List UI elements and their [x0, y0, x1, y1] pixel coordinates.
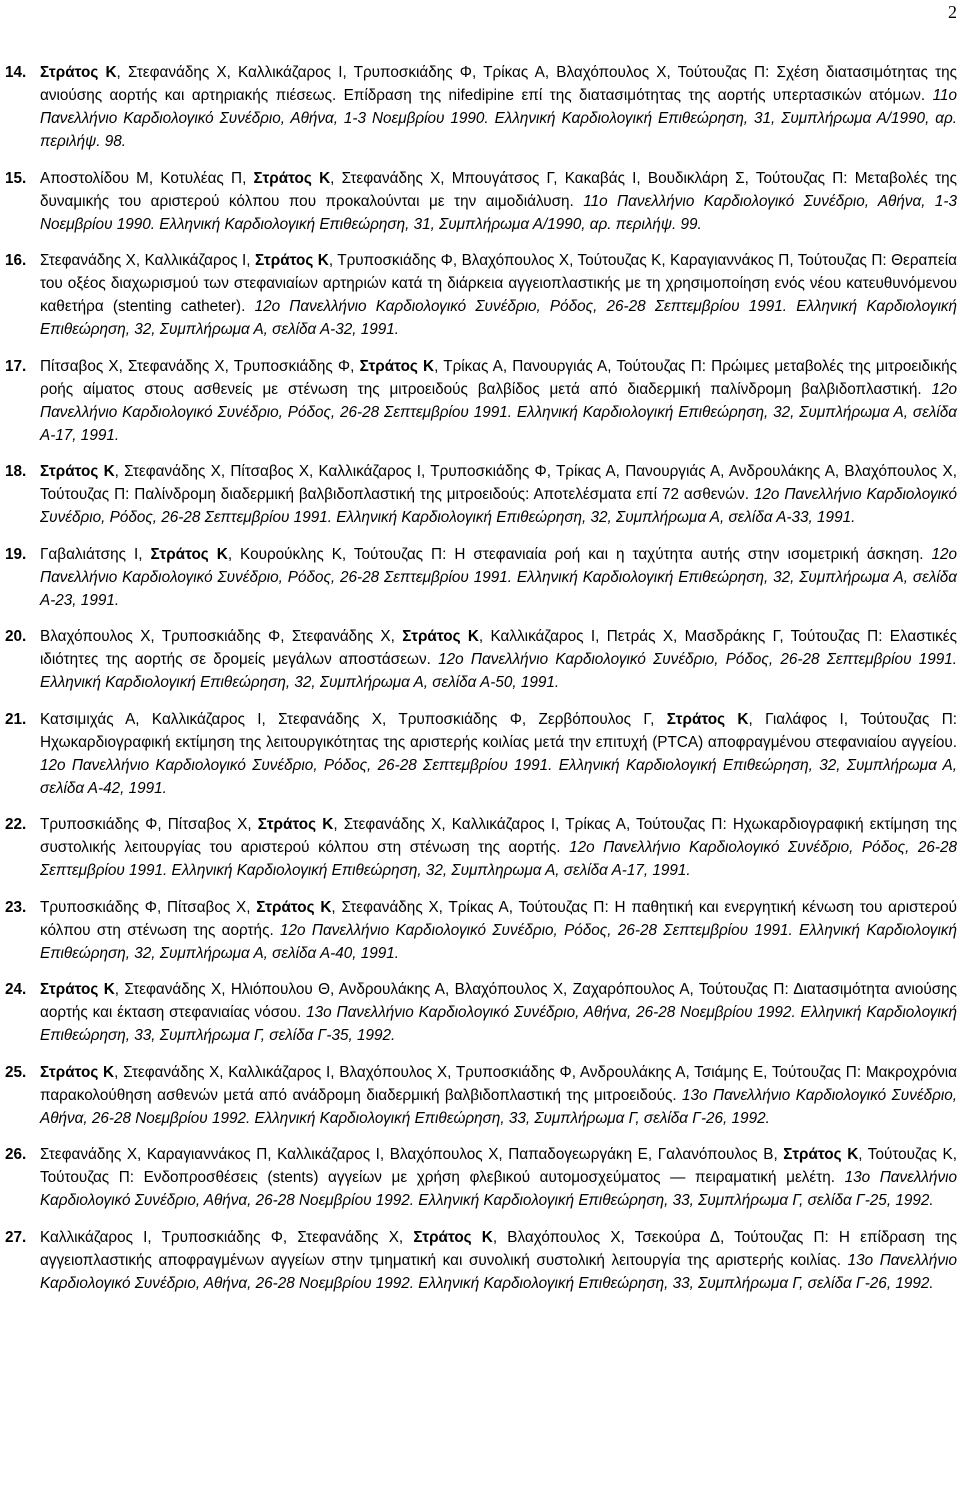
reference-item — [5, 355, 957, 447]
reference-item — [5, 167, 957, 236]
reference-highlighted-author: Στράτος Κ — [413, 1228, 493, 1246]
reference-highlighted-author: Στράτος Κ — [359, 357, 435, 375]
reference-authors-before: Στεφανάδης Χ, Καραγιαννάκος Π, Καλλικάζαρος Ι, Βλαχόπουλος Χ, Παπαδογεωργάκη Ε, Γαλανόπουλος Β, — [40, 1146, 784, 1163]
reference-source: 13ο Πανελλήνιο Καρδιολογικό Συνέδριο, Αθήνα, 26-28 Νοεμβρίου 1992. Ελληνική Καρδιολογική Επιθεώρηση, 33, Συμπλήρωμα Γ, σελίδα Γ-25, 1992. — [40, 1169, 958, 1209]
reference-source: 13ο Πανελλήνιο Καρδιολογικό Συνέδριο, Αθήνα, 26-28 Νοεμβρίου 1992. Ελληνική Καρδιολογική Επιθεώρηση, 33, Συμπλήρωμα Γ, σελίδα Γ-35, 1992. — [40, 1004, 957, 1044]
reference-authors-title: , Στεφανάδης Χ, Τρίκας Α, Τούτουζας Π: Η παθητική και ενεργητική κένωση του αριστερού κόλπου στη στένωση της αορτής. — [40, 898, 958, 939]
reference-source: 13ο Πανελλήνιο Καρδιολογικό Συνέδριο, Αθήνα, 26-28 Νοεμβρίου 1992. Ελληνική Καρδιολογική Επιθεώρηση, 33, Συμπλήρωμα Γ, σελίδα Γ-26, 1992. — [40, 1251, 957, 1292]
reference-source: 12ο Πανελλήνιο Καρδιολογικό Συνέδριο, Ρόδος, 26-28 Σεπτεμβρίου 1991. Ελληνική Καρδιολογική Επιθεώρηση, 32, Συμπλήρωμα Α, σελίδα Α-32, 1991. — [40, 298, 957, 338]
reference-text — [40, 249, 957, 341]
reference-text — [40, 813, 957, 882]
reference-authors-title: , Στεφανάδης Χ, Πίτσαβος Χ, Καλλικάζαρος Ι, Τρυποσκιάδης Φ, Τρίκας Α, Πανουργιάς Α, Ανδρουλάκης Α, Βλαχόπουλος Χ, Τούτουζας Π: Παλίνδρομη διαδερμική βαλβιδοπλαστική της μιτροειδούς: Αποτελέσματα επί 72 ασθενών. — [40, 463, 958, 503]
reference-highlighted-author: Στράτος Κ — [257, 816, 334, 833]
reference-authors-before: Τρυποσκιάδης Φ, Πίτσαβος Χ, — [40, 898, 257, 916]
reference-item — [5, 61, 957, 153]
reference-item — [5, 543, 957, 612]
reference-authors-before: Βλαχόπουλος Χ, Τρυποσκιάδης Φ, Στεφανάδης Χ, — [40, 628, 403, 645]
reference-number: 18. — [5, 463, 27, 480]
reference-authors-title: , Γιαλάφος Ι, Τούτουζας Π: Ηχωκαρδιογραφική εκτίμηση της λειτουργικότητας της αριστερής κοιλίας μετά την επιτυχή (PTCA) αποφραγμένου στεφανιαίου αγγείου. — [40, 710, 957, 751]
reference-authors-before: Αποστολίδου Μ, Κοτυλέας Π, — [40, 169, 254, 187]
reference-list — [5, 61, 957, 1308]
reference-highlighted-author: Στράτος Κ — [150, 545, 228, 563]
reference-highlighted-author: Στράτος Κ — [40, 64, 117, 81]
reference-authors-title: , Τρυποσκιάδης Φ, Βλαχόπουλος Χ, Τούτουζας Κ, Καραγιαννάκος Π, Τούτουζας Π: Θεραπεία του οξέος διαχωρισμού των στεφανιαίων αρτηριών κατά τη διάρκεια αγγειοπλαστικής με τη χρησιμοποίηση ενός νέου κατευθυνόμενου καθετήρα (stenting catheter). — [40, 252, 957, 315]
reference-item — [5, 978, 957, 1047]
reference-text — [40, 978, 957, 1047]
reference-authors-title: , Στεφανάδης Χ, Καλλικάζαρος Ι, Τρίκας Α, Τούτουζας Π: Ηχωκαρδιογραφική εκτίμηση της συστολικής λειτουργίας του αριστερού κόλπου στη στένωση της αορτής. — [40, 816, 957, 856]
reference-source: 11ο Πανελλήνιο Καρδιολογικό Συνέδριο, Αθήνα, 1-3 Νοεμβρίου 1990. Ελληνική Καρδιολογική Επιθεώρηση, 31, Συμπλήρωμα Α/1990, αρ. περιλήψ. 98. — [40, 87, 957, 150]
reference-authors-before: Πίτσαβος Χ, Στεφανάδης Χ, Τρυποσκιάδης Φ, — [40, 357, 360, 375]
reference-highlighted-author: Στράτος Κ — [402, 628, 479, 645]
reference-number: 22. — [5, 816, 27, 833]
reference-source: 12ο Πανελλήνιο Καρδιολογικό Συνέδριο, Ρόδος, 26-28 Σεπτεμβρίου 1991. Ελληνική Καρδιολογική Επιθεώρηση, 32, Συμπλήρωμα Α, σελίδα Α-33, 1991. — [40, 486, 957, 526]
reference-number: 21. — [5, 710, 27, 728]
reference-number: 25. — [5, 1063, 27, 1081]
reference-source: 12ο Πανελλήνιο Καρδιολογικό Συνέδριο, Ρόδος, 26-28 Σεπτεμβρίου 1991. Ελληνική Καρδιολογική Επιθεώρηση, 32, Συμπληρωμα Α, σελίδα Α-17, 1991. — [40, 839, 957, 879]
reference-authors-title: , Στεφανάδης Χ, Ηλιόπουλου Θ, Ανδρουλάκης Α, Βλαχόπουλος Χ, Ζαχαρόπουλος Α, Τούτουζας Π: Διατασιμότητα ανιούσης αορτής και έκταση στεφανιαίας νόσου. — [40, 981, 958, 1021]
reference-authors-title: , Καλλικάζαρος Ι, Πετράς Χ, Μασδράκης Γ, Τούτουζας Π: Ελαστικές ιδιότητες της αορτής σε δρομείς μεγάλων αποστάσεων. — [40, 628, 957, 668]
reference-source: 12ο Πανελλήνιο Καρδιολογικό Συνέδριο, Ρόδος, 26-28 Σεπτεμβρίου 1991. Ελληνική Καρδιολογική Επιθεώρηση, 32, Συμπλήρωμα Α, σελίδα Α-50, 1991. — [40, 651, 957, 691]
reference-authors-before: Στεφανάδης Χ, Καλλικάζαρος Ι, — [40, 252, 255, 269]
reference-highlighted-author: Στράτος Κ — [256, 898, 332, 916]
reference-item — [5, 1061, 957, 1130]
reference-item — [5, 460, 957, 529]
page-number: 2 — [948, 2, 957, 22]
reference-text — [40, 355, 957, 447]
reference-number: 19. — [5, 545, 27, 563]
reference-item — [5, 813, 957, 882]
reference-text — [40, 167, 957, 236]
reference-authors-before: Γαβαλιάτσης Ι, — [40, 545, 151, 563]
reference-item — [5, 708, 957, 800]
reference-number: 16. — [5, 252, 27, 269]
reference-authors-title: , Κουρούκλης Κ, Τούτουζας Π: Η στεφανιαία ροή και η ταχύτητα αυτής στην ισομετρική άσκηση. — [227, 545, 932, 563]
reference-text — [40, 1143, 957, 1212]
reference-text — [40, 1061, 957, 1130]
reference-highlighted-author: Στράτος Κ — [255, 252, 329, 269]
reference-highlighted-author: Στράτος Κ — [40, 1063, 115, 1081]
reference-text — [40, 1226, 957, 1295]
reference-number: 15. — [5, 169, 27, 187]
reference-text — [40, 625, 957, 694]
reference-text — [40, 896, 957, 965]
reference-highlighted-author: Στράτος Κ — [783, 1146, 859, 1163]
reference-text — [40, 460, 957, 529]
reference-highlighted-author: Στράτος Κ — [40, 463, 115, 480]
reference-text — [40, 543, 957, 612]
reference-number: 17. — [5, 357, 27, 375]
reference-number: 27. — [5, 1228, 27, 1246]
reference-number: 23. — [5, 898, 27, 916]
reference-text — [40, 61, 957, 153]
reference-item — [5, 249, 957, 341]
reference-number: 14. — [5, 64, 27, 81]
reference-source: 13ο Πανελλήνιο Καρδιολογικό Συνέδριο, Αθήνα, 26-28 Νοεμβρίου 1992. Ελληνική Καρδιολογική Επιθεώρηση, 33, Συμπλήρωμα Γ, σελίδα Γ-26, 1992. — [40, 1086, 957, 1127]
reference-number: 20. — [5, 628, 27, 645]
reference-source: 12ο Πανελλήνιο Καρδιολογικό Συνέδριο, Ρόδος, 26-28 Σεπτεμβρίου 1991. Ελληνική Καρδιολογική Επιθεώρηση, 32, Συμπλήρωμα Α, σελίδα Α-40, 1991. — [40, 921, 957, 962]
reference-source: 12ο Πανελλήνιο Καρδιολογικό Συνέδριο, Ρόδος, 26-28 Σεπτεμβρίου 1991. Ελληνική Καρδιολογική Επιθεώρηση, 32, Συμπλήρωμα Α, σελίδα Α-17, 1991. — [40, 380, 957, 444]
reference-highlighted-author: Στράτος Κ — [40, 981, 115, 998]
reference-item — [5, 896, 957, 965]
reference-authors-before: Κατσιμιχάς Α, Καλλικάζαρος Ι, Στεφανάδης Χ, Τρυποσκιάδης Φ, Ζερβόπουλος Γ, — [40, 710, 667, 728]
reference-item — [5, 625, 957, 694]
reference-item — [5, 1143, 957, 1212]
reference-authors-before: Τρυποσκιάδης Φ, Πίτσαβος Χ, — [40, 816, 258, 833]
reference-authors-title: , Τούτουζας Κ, Τούτουζας Π: Ενδοπροσθέσεις (stents) αγγείων με χρήση φλεβικού αυτομοσχεύματος — πειραματική μελέτη. — [40, 1146, 958, 1186]
reference-authors-before: Καλλικάζαρος Ι, Τρυποσκιάδης Φ, Στεφανάδης Χ, — [40, 1228, 414, 1246]
reference-highlighted-author: Στράτος Κ — [666, 710, 749, 728]
reference-authors-title: , Στεφανάδης Χ, Καλλικάζαρος Ι, Βλαχόπουλος Χ, Τρυποσκιάδης Φ, Ανδρουλάκης Α, Τσιάμης Ε, Τούτουζας Π: Μακροχρόνια παρακολούθηση ασθενών μετά από ανάδρομη διαδερμική βαλβιδοπλαστική της μιτροειδούς. — [40, 1063, 957, 1104]
reference-source: 12ο Πανελλήνιο Καρδιολογικό Συνέδριο, Ρόδος, 26-28 Σεπτεμβρίου 1991. Ελληνική Καρδιολογική Επιθεώρηση, 32, Συμπλήρωμα Α, σελίδα Α-42, 1991. — [40, 756, 957, 797]
reference-number: 24. — [5, 981, 27, 998]
reference-item — [5, 1226, 957, 1295]
reference-source: 11ο Πανελλήνιο Καρδιολογικό Συνέδριο, Αθήνα, 1-3 Νοεμβρίου 1990. Ελληνική Καρδιολογική Επιθεώρηση, 31, Συμπλήρωμα Α/1990, αρ. περιλήψ. 99. — [40, 192, 957, 233]
reference-text — [40, 708, 957, 800]
reference-authors-title: , Στεφανάδης Χ, Καλλικάζαρος Ι, Τρυποσκιάδης Φ, Τρίκας Α, Βλαχόπουλος Χ, Τούτουζας Π: Σχέση διατασιμότητας της ανιούσης αορτής και αρτηριακής πιέσεως. Επίδραση της nifedipine επί της διατασιμότητας της αορτής υπερτασικών ατόμων. — [40, 64, 958, 104]
reference-authors-title: , Τρίκας Α, Πανουργιάς Α, Τούτουζας Π: Πρώιμες μεταβολές της μιτροειδικής ροής αίματος στους ασθενείς με στένωση της μιτροειδούς βαλβίδος μετά από διαδερμική παλίνδρομη βαλβιδοπλαστική. — [40, 357, 957, 398]
reference-highlighted-author: Στράτος Κ — [253, 169, 331, 187]
reference-authors-title: , Στεφανάδης Χ, Μπουγάτσος Γ, Κακαβάς Ι, Βουδικλάρη Σ, Τούτουζας Π: Μεταβολές της δυναμικής του αριστερού κόλπου που προκαλούνται με την αιμοδιάλυση. — [40, 169, 958, 210]
reference-number: 26. — [5, 1146, 27, 1163]
reference-source: 12ο Πανελλήνιο Καρδιολογικό Συνέδριο, Ρόδος, 26-28 Σεπτεμβρίου 1991. Ελληνική Καρδιολογική Επιθεώρηση, 32, Συμπλήρωμα Α, σελίδα Α-23, 1991. — [40, 545, 957, 609]
reference-authors-title: , Βλαχόπουλος Χ, Τσεκούρα Δ, Τούτουζας Π: Η επίδραση της αγγειοπλαστικής αποφραγμένων αγγείων στην τμηματική και συνολική συστολική λειτουργία της αριστερής κοιλίας. — [40, 1228, 957, 1269]
